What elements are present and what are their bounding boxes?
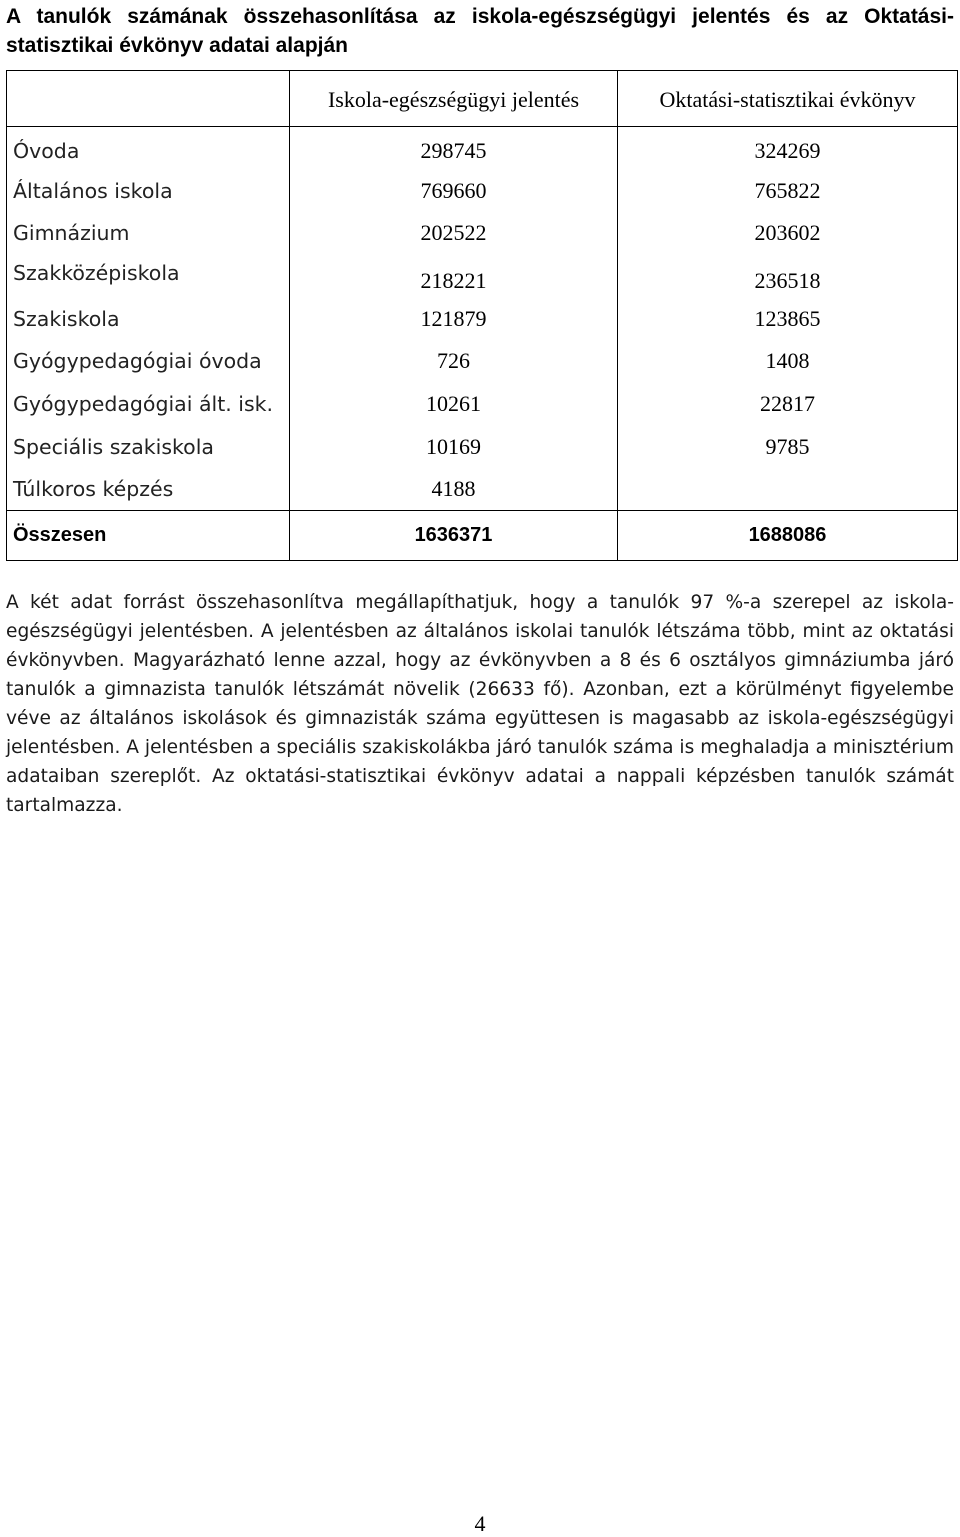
- total-label: Összesen: [7, 511, 290, 561]
- header-blank-cell: [7, 71, 290, 127]
- header-statistical-yearbook: Oktatási-statisztikai évkönyv: [618, 71, 958, 127]
- table-row: [7, 468, 958, 511]
- analysis-paragraph: A két adat forrást összehasonlítva megállapíthatjuk, hogy a tanulók 97 %-a szerepel az iskola-egészségügyi jelentésben. A jelentésben az általános iskolai tanulók létszáma több, mint az oktatási évkönyvben. Magyarázható lenne azzal, hogy az évkönyvben a 8 és 6 osztályos gimnáziumba járó tanulók a gimnazista tanulók létszámát növelik (26633 fő). Azonban, ezt a körülményt figyelembe véve az általános iskolások és gimnazisták száma együttesen is magasabb az iskola-egészségügyi jelentésben. A jelentésben a speciális szakiskolákba járó tanulók száma is meghaladja a minisztérium adataiban szereplőt. Az oktatási-statisztikai évkönyv adatai a nappali képzésben tanulók számát tartalmazza.: [6, 592, 954, 816]
- row-label: Túlkoros képzés: [7, 468, 290, 511]
- table-row: [7, 383, 958, 426]
- header-school-health-report: Iskola-egészségügyi jelentés: [290, 71, 618, 127]
- page-number: 4: [474, 1511, 486, 1536]
- row-label: Szakközépiskola: [7, 255, 290, 298]
- row-label: Gyógypedagógiai óvoda: [7, 340, 290, 383]
- comparison-table: [6, 70, 958, 561]
- stat-yearbook-value: 236518: [618, 255, 958, 298]
- total-school-health-value: 1636371: [290, 511, 618, 561]
- stat-yearbook-value: 765822: [618, 169, 958, 212]
- table-row: [7, 127, 958, 170]
- table-row: [7, 340, 958, 383]
- total-row: [7, 511, 958, 561]
- school-health-value: 218221: [290, 255, 618, 298]
- table-row: [7, 255, 958, 298]
- row-label: Általános iskola: [7, 169, 290, 212]
- stat-yearbook-value: 324269: [618, 127, 958, 170]
- school-health-value: 769660: [290, 169, 618, 212]
- table-header-row: [7, 71, 958, 127]
- row-label: Gyógypedagógiai ált. isk.: [7, 383, 290, 426]
- row-label: Gimnázium: [7, 212, 290, 255]
- row-label: Speciális szakiskola: [7, 425, 290, 468]
- school-health-value: 726: [290, 340, 618, 383]
- stat-yearbook-value: 22817: [618, 383, 958, 426]
- document-heading: A tanulók számának összehasonlítása az iskola-egészségügyi jelentés és az Oktatási-statisztikai évkönyv adatai alapján: [6, 5, 954, 57]
- table-row: [7, 297, 958, 340]
- stat-yearbook-value: 1408: [618, 340, 958, 383]
- stat-yearbook-value: 123865: [618, 297, 958, 340]
- school-health-value: 298745: [290, 127, 618, 170]
- school-health-value: 121879: [290, 297, 618, 340]
- total-stat-yearbook-value: 1688086: [618, 511, 958, 561]
- school-health-value: 4188: [290, 468, 618, 511]
- school-health-value: 10169: [290, 425, 618, 468]
- row-label: Óvoda: [7, 127, 290, 170]
- table-row: [7, 425, 958, 468]
- table-row: [7, 169, 958, 212]
- stat-yearbook-value: 203602: [618, 212, 958, 255]
- school-health-value: 202522: [290, 212, 618, 255]
- row-label: Szakiskola: [7, 297, 290, 340]
- stat-yearbook-value: 9785: [618, 425, 958, 468]
- stat-yearbook-value: [618, 468, 958, 511]
- table-row: [7, 212, 958, 255]
- school-health-value: 10261: [290, 383, 618, 426]
